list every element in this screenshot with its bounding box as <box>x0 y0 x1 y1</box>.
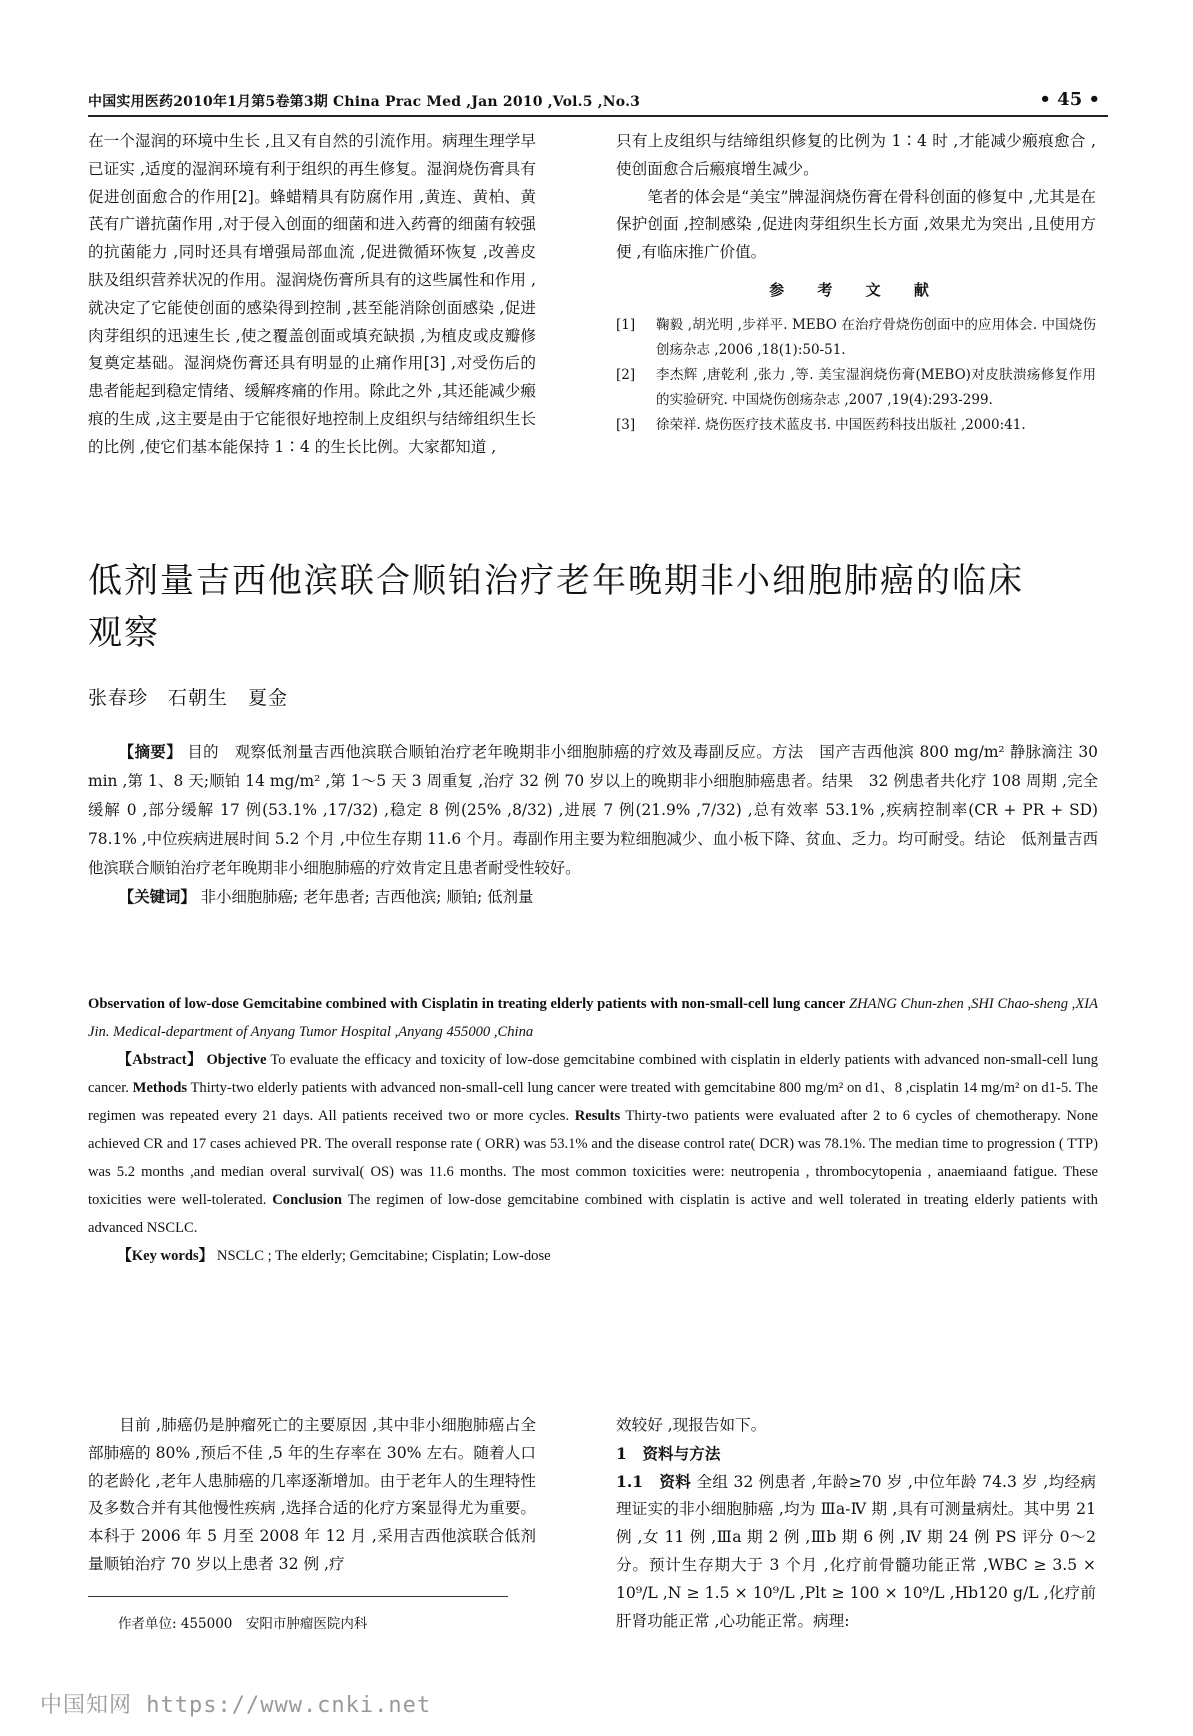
conclusion-text: The regimen of low-dose gemcitabine combined with cisplatin is active and well tolerated in treating elderly patients with advanced NSCLC. <box>88 1192 1098 1236</box>
body-right-p1: 效较好 ,现报告如下。 <box>616 1416 767 1434</box>
prev-article-right-p2: 笔者的体会是“美宝”牌湿润烧伤膏在骨科创面的修复中 ,尤其是在保护创面 ,控制感染 ,促进肉芽组织生长方面 ,效果尤为突出 ,且使用方便 ,有临床推广价值。 <box>616 187 1096 262</box>
prev-article-right-column <box>616 128 1096 438</box>
page-number: • 45 • <box>1039 89 1100 110</box>
authors-en: ZHANG Chun-zhen ,SHI Chao-sheng ,XIA Jin. Medical-department of Anyang Tumor Hospital ,Anyang 455000 ,China <box>88 996 1099 1040</box>
keywords-cn-label: 【关键词】 <box>118 888 196 906</box>
abstract-cn-label: 【摘要】 <box>118 743 183 761</box>
cnki-watermark: 中国知网 https://www.cnki.net <box>40 1693 432 1718</box>
prev-article-left-column <box>88 128 536 462</box>
journal-citation: 中国实用医药2010年1月第5卷第3期 China Prac Med ,Jan 2010 ,Vol.5 ,No.3 <box>88 94 641 110</box>
article-authors: 张春珍 石朝生 夏金 <box>88 687 289 709</box>
methods-text: Thirty-two elderly patients with advanced non-small-cell lung cancer were treated with gemcitabine 800 mg/m² on d1、8 ,cisplatin 14 mg/m² on d1-5. The regimen was repeated every 21 days. All patients received two or more cycles. <box>88 1080 1098 1124</box>
reference-item <box>616 313 1096 363</box>
keywords-en-text: NSCLC ; The elderly; Gemcitabine; Cisplatin; Low-dose <box>216 1248 551 1264</box>
prev-article-right-p1: 只有上皮组织与结缔组织修复的比例为 1∶4 时 ,才能减少瘢痕愈合 ,使创面愈合后瘢痕增生减少。 <box>616 132 1096 178</box>
article-title: 低剂量吉西他滨联合顺铂治疗老年晚期非小细胞肺癌的临床观察 <box>88 561 1024 653</box>
running-header <box>88 89 1108 117</box>
reference-text: 徐荣祥. 烧伤医疗技术蓝皮书. 中国医药科技出版社 ,2000:41. <box>656 416 1026 433</box>
reference-number: [1] <box>616 316 636 333</box>
references-heading: 参 考 文 献 <box>769 280 943 299</box>
results-label: Results <box>574 1108 621 1124</box>
methods-label: Methods <box>132 1080 187 1096</box>
body-right-column <box>616 1412 1096 1635</box>
objective-label: Objective <box>206 1052 267 1068</box>
results-text: Thirty-two patients were evaluated after 2 to 6 cycles of chemotherapy. None achieved CR and 17 cases achieved PR. The overall response rate ( ORR) was 53.1% and the disease control rate( DCR) was 78.1%. The median time to progression ( TTP) was 5.2 months ,and median overal survival( OS) was 11.6 months. The most common toxicities were: neutropenia , thrombocytopenia , anaemiaand fatigue. These toxicities were well-tolerated. <box>88 1108 1099 1208</box>
title-en: Observation of low-dose Gemcitabine combined with Cisplatin in treating elderly patients with non-small-cell lung cancer <box>88 996 846 1012</box>
body-left-text: 目前 ,肺癌仍是肿瘤死亡的主要原因 ,其中非小细胞肺癌占全部肺癌的 80% ,预后不佳 ,5 年的生存率在 30% 左右。随着人口的老龄化 ,老年人患肺癌的几率逐渐增加。由于老年人的生理特性及多数合并有其他慢性疾病 ,选择合适的化疗方案显得尤为重要。本科于 2006 年 5 月至 2008 年 12 月 ,采用吉西他滨联合低剂量顺铂治疗 70 岁以上患者 32 例 ,疗 <box>88 1416 536 1573</box>
body-left-column <box>88 1412 536 1579</box>
reference-text: 李杰辉 ,唐乾利 ,张力 ,等. 美宝湿润烧伤膏(MEBO)对皮肤溃疡修复作用的实验研究. 中国烧伤创疡杂志 ,2007 ,19(4):293-299. <box>656 366 1096 408</box>
keywords-cn-text: 非小细胞肺癌; 老年患者; 吉西他滨; 顺铂; 低剂量 <box>200 888 534 906</box>
reference-number: [3] <box>616 416 636 433</box>
abstract-cn-text: 目的 观察低剂量吉西他滨联合顺铂治疗老年晚期非小细胞肺癌的疗效及毒副反应。方法 国产吉西他滨 800 mg/m² 静脉滴注 30 min ,第 1、8 天;顺铂 14 mg/m² ,第 1～5 天 3 周重复 ,治疗 32 例 70 岁以上的晚期非小细胞肺癌患者。结果 32 例患者共化疗 108 周期 ,完全缓解 0 ,部分缓解 17 例(53.1% ,17/32) ,稳定 8 例(25% ,8/32) ,进展 7 例(21.9% ,7/32) ,总有效率 53.1% ,疾病控制率(CR + PR + SD) 78.1% ,中位疾病进展时间 5.2 个月 ,中位生存期 11.6 个月。毒副作用主要为粒细胞减少、血小板下降、贫血、乏力。均可耐受。结论 低剂量吉西他滨联合顺铂治疗老年晚期非小细胞肺癌的疗效肯定且患者耐受性较好。 <box>88 743 1098 877</box>
reference-item <box>616 363 1096 413</box>
abstract-en-label: 【Abstract】 <box>117 1052 203 1068</box>
keywords-en-label: 【Key words】 <box>117 1248 214 1264</box>
reference-number: [2] <box>616 366 636 383</box>
footnote-rule <box>88 1596 508 1597</box>
conclusion-label: Conclusion <box>272 1192 342 1208</box>
abstract-cn <box>88 738 1098 912</box>
subsection-label: 1.1 资料 <box>616 1471 692 1491</box>
reference-text: 鞠毅 ,胡光明 ,步祥平. MEBO 在治疗骨烧伤创面中的应用体会. 中国烧伤创疡杂志 ,2006 ,18(1):50-51. <box>656 316 1096 358</box>
abstract-en <box>88 990 1098 1270</box>
objective-text: To evaluate the efficacy and toxicity of low-dose gemcitabine combined with cisplatin in elderly patients with advanced non-small-cell lung cancer. <box>88 1052 1098 1096</box>
body-right-p2: 全组 32 例患者 ,年龄≥70 岁 ,中位年龄 74.3 岁 ,均经病理证实的非小细胞肺癌 ,均为 Ⅲa-Ⅳ 期 ,具有可测量病灶。其中男 21 例 ,女 11 例 ,Ⅲa 期 2 例 ,Ⅲb 期 6 例 ,Ⅳ 期 24 例 PS 评分 0～2 分。预计生存期大于 3 个月 ,化疗前骨髓功能正常 ,WBC ≥ 3.5 × 10⁹/L ,N ≥ 1.5 × 10⁹/L ,Plt ≥ 100 × 10⁹/L ,Hb120 g/L ,化疗前肝肾功能正常 ,心功能正常。病理: <box>616 1472 1096 1630</box>
section-heading: 1 资料与方法 <box>616 1443 721 1463</box>
reference-item <box>616 413 1096 438</box>
footnote-affiliation: 作者单位: 455000 安阳市肿瘤医院内科 <box>118 1616 368 1632</box>
prev-article-left-text: 在一个湿润的环境中生长 ,且又有自然的引流作用。病理生理学早已证实 ,适度的湿润环境有利于组织的再生修复。湿润烧伤膏具有促进创面愈合的作用[2]。蜂蜡精具有防腐作用 ,黄连、黄柏、黄芪有广谱抗菌作用 ,对于侵入创面的细菌和进入药膏的细菌有较强的抗菌能力 ,同时还具有增强局部血流 ,促进微循环恢复 ,改善皮肤及组织营养状况的作用。湿润烧伤膏所具有的这些属性和作用 ,就决定了它能使创面的感染得到控制 ,甚至能消除创面感染 ,促进肉芽组织的迅速生长 ,使之覆盖创面或填充缺损 ,为植皮或皮瓣修复奠定基础。湿润烧伤膏还具有明显的止痛作用[3] ,对受伤后的患者能起到稳定情绪、缓解疼痛的作用。除此之外 ,其还能减少瘢痕的生成 ,这主要是由于它能很好地控制上皮组织与结缔组织生长的比例 ,使它们基本能保持 1∶4 的生长比例。大家都知道 , <box>88 132 536 456</box>
